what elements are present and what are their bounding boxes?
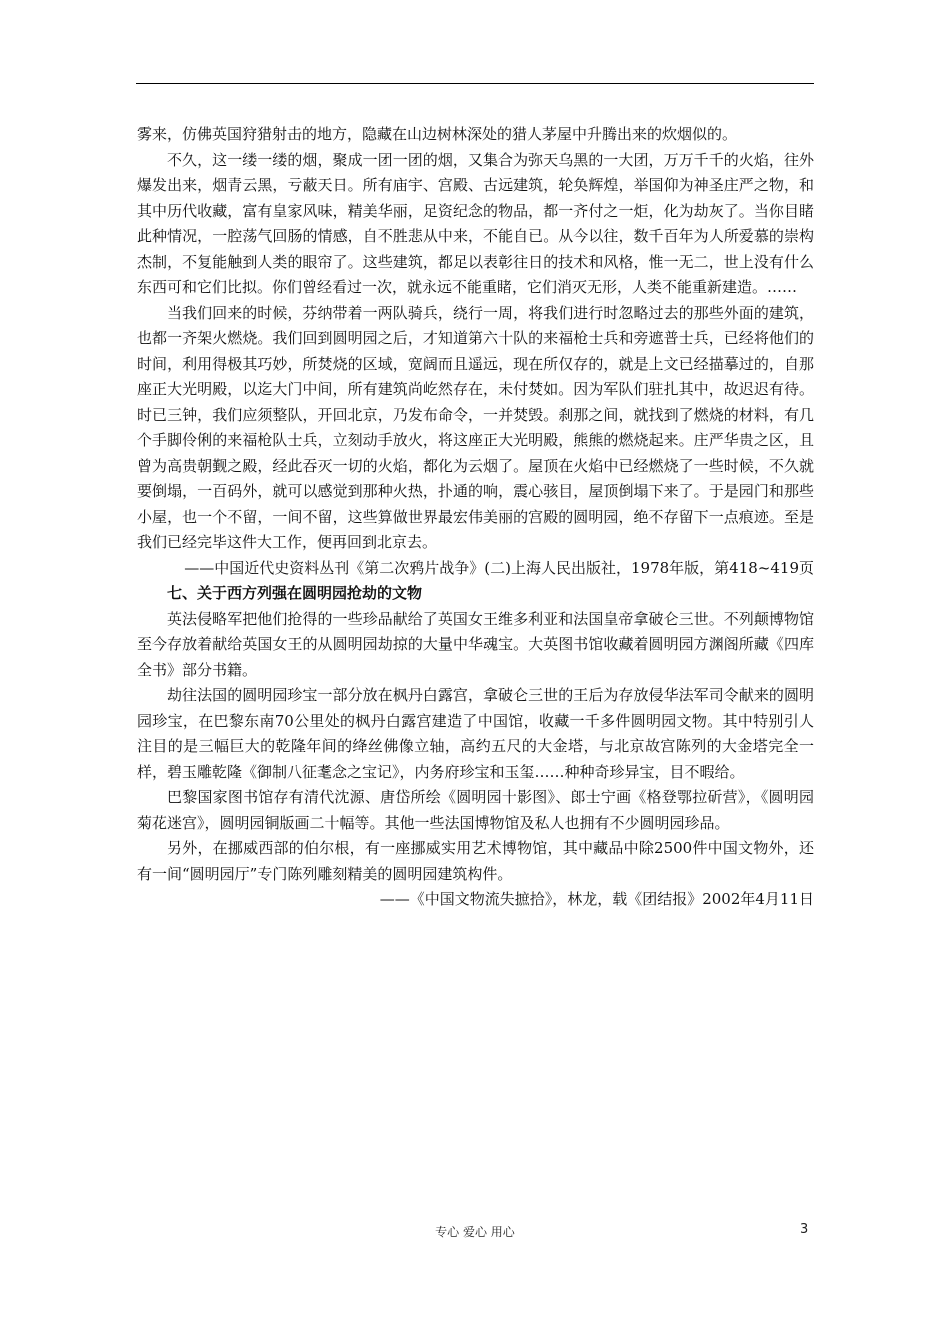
source-citation-1: ——中国近代史资料丛刊《第二次鸦片战争》(二)上海人民出版社，1978年版，第418~419页: [184, 558, 814, 577]
page-number: 3: [800, 1222, 809, 1237]
paragraph-return: 当我们回来的时候，芬纳带着一两队骑兵，绕行一周，将我们进行时忽略过去的那些外面的建筑，也都一齐架火燃烧。我们回到圆明园之后，才知道第六十队的来福枪士兵和旁遮普士兵，已经将他们的时间，利用得极其巧妙，所焚烧的区域，宽阔而且遥远，现在所仅存的，就是上文已经描摹过的，自那座正大光明殿，以迄大门中间，所有建筑尚屹然存在，未付焚如。因为军队们驻扎其中，故迟迟有待。时已三钟，我们应须整队，开回北京，乃发布命令，一并焚毁。刹那之间，就找到了燃烧的材料，有几个手脚伶俐的来福枪队士兵，立刻动手放火，将这座正大光明殿，熊熊的燃烧起来。庄严华贵之区，且曾为高贵朝觐之殿，经此吞灭一切的火焰，都化为云烟了。屋顶在火焰中已经燃烧了一些时候，不久就要倒塌，一百码外，就可以感觉到那种火热，扑通的响，震心骇目，屋顶倒塌下来了。于是园门和那些小屋，也一个不留，一间不留，这些算做世界最宏伟美丽的宫殿的圆明园，绝不存留下一点痕迹。至是我们已经完毕这件大工作，便再回到北京去。: [137, 303, 814, 551]
paragraph-smoke-fire: 不久，这一缕一缕的烟，聚成一团一团的烟，又集合为弥天乌黑的一大团，万万千千的火焰，往外爆发出来，烟青云黑，亏蔽天日。所有庙宇、宫殿、古远建筑，轮奂辉煌，举国仰为神圣庄严之物，和其中历代收藏，富有皇家风味，精美华丽，足资纪念的物品，都一齐付之一炬，化为劫灰了。当你目睹此种情况，一腔荡气回肠的情感，自不胜悲从中来，不能自已。从今以往，数千百年为人所爱慕的崇构杰制，不复能触到人类的眼帘了。这些建筑，都足以表彰往日的技术和风格，惟一无二，世上没有什么东西可和它们比拟。你们曾经看过一次，就永远不能重睹，它们消灭无形，人类不能重新建造。……: [137, 150, 814, 296]
paragraph-continued: 雾来，仿佛英国狩猎射击的地方，隐藏在山边树林深处的猎人茅屋中升腾出来的炊烟似的。: [137, 125, 738, 143]
paragraph-norway: 另外，在挪威西部的伯尔根，有一座挪威实用艺术博物馆，其中藏品中除2500件中国文物外，还有一间“圆明园厅”专门陈列雕刻精美的圆明园建筑构件。: [137, 839, 814, 883]
source-citation-2: ——《中国文物流失摭拾》，林龙，载《团结报》2002年4月11日: [379, 890, 814, 908]
document-body: [137, 122, 814, 913]
paragraph-paris-library: 巴黎国家图书馆存有清代沈源、唐岱所绘《圆明园十影图》、郎士宁画《格登鄂拉斫营》，《圆明园菊花迷宫》，圆明园铜版画二十幅等。其他一些法国博物馆及私人也拥有不少圆明园珍品。: [137, 788, 814, 832]
paragraph-france: 劫往法国的圆明园珍宝一部分放在枫丹白露宫，拿破仑三世的王后为存放侵华法军司令献来的圆明园珍宝，在巴黎东南70公里处的枫丹白露宫建造了中国馆，收藏一千多件圆明园文物。其中特别引人注目的是三幅巨大的乾隆年间的绛丝佛像立轴，高约五尺的大金塔，与北京故宫陈列的大金塔完全一样，碧玉雕乾隆《御制八征耄念之宝记》，内务府珍宝和玉玺……种种奇珍异宝，目不暇给。: [137, 686, 814, 781]
paragraph-britain: 英法侵略军把他们抢得的一些珍品献给了英国女王维多利亚和法国皇帝拿破仑三世。不列颠博物馆至今存放着献给英国女王的从圆明园劫掠的大量中华魂宝。大英图书馆收藏着圆明园方渊阁所藏《四库全书》部分书籍。: [137, 609, 814, 679]
section-heading: 七、关于西方列强在圆明园抢劫的文物: [167, 584, 423, 602]
footer-motto: 专心 爱心 用心: [435, 1225, 515, 1239]
header-rule: [136, 83, 814, 84]
